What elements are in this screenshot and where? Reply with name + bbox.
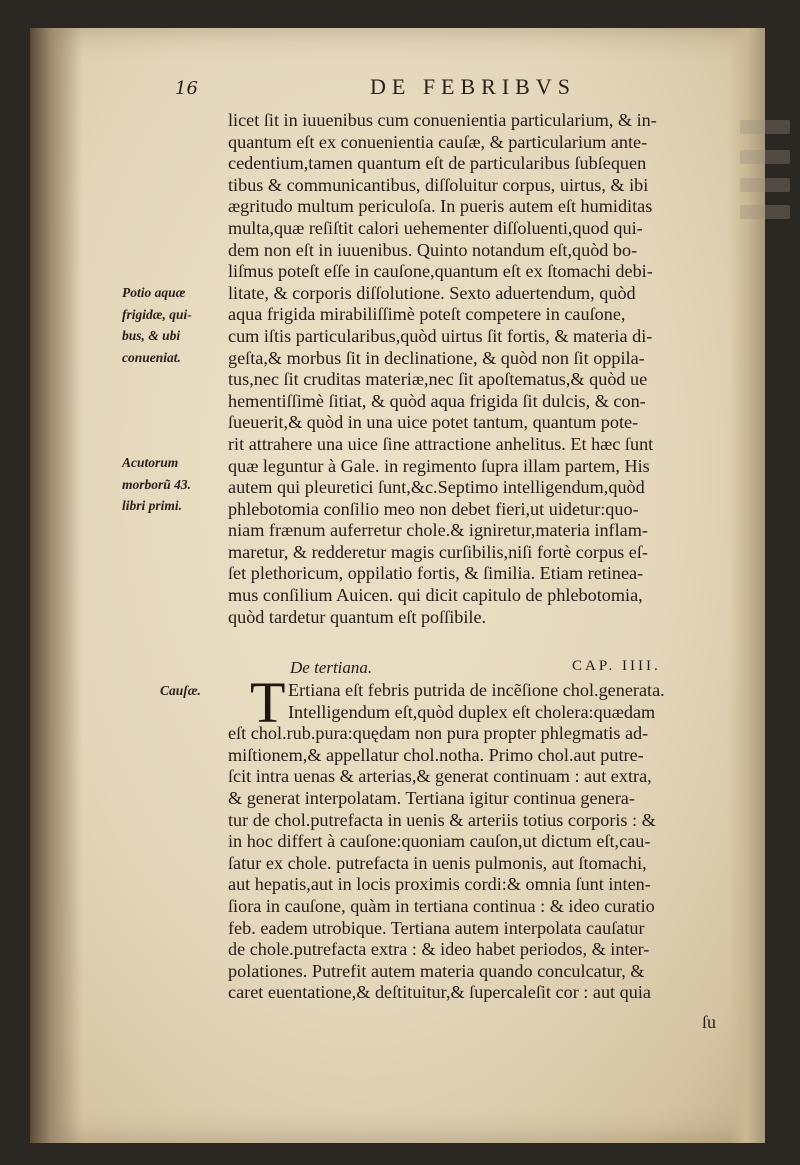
margin-note-acutorum [122,452,234,517]
text-line: caret euentatione,& deſtituitur,& ſupercaleſit cor : aut quia [228,982,651,1003]
text-line: multa,quæ reſiſtit calori uehementer diſſoluenti,quod qui- [228,217,643,238]
chapter-number: CAP. IIII. [572,658,661,674]
catchword: ſu [702,1012,717,1032]
margin-note-line: bus, & ubi [122,328,181,344]
section-title: De tertiana. [290,658,373,677]
text-line: polationes. Putrefit autem materia quando conculcatur, & [228,960,645,981]
text-line: quòd tardetur quantum eſt poſſibile. [228,606,487,627]
text-line: quæ leguntur à Gale. in regimento ſupra illam partem, His [228,455,650,476]
text-line: mus conſilium Auicen. qui dicit capitulo de phlebotomia, [228,585,643,606]
text-line: hementiſſimè ſitiat, & quòd aqua frigida ſit dulcis, & con- [228,390,646,411]
next-page-bleed [740,178,790,192]
text-line: litate, & corporis diſſolutione. Sexto aduertendum, quòd [228,282,636,303]
text-line: licet ſit in iuuenibus cum conuenientia particularium, & in- [228,110,657,130]
text-line: cum iſtis particularibus,quòd uirtus ſit fortis, & materia di- [228,325,653,346]
book-page [30,28,765,1143]
next-page-bleed [740,205,790,219]
text-line: ſueuerit,& quòd in una uice potet tantum, quantum pote- [228,412,639,433]
text-line: niam frænum auferretur chole.& igniretur,materia inflam- [228,520,648,541]
text-line: geſta,& morbus ſit in declinatione, & quòd non ſit oppila- [228,347,645,368]
text-line: aqua frigida mirabiliſſimè poteſt competere in cauſone, [228,304,626,325]
page-spine-shadow [30,28,82,1143]
text-line: ſet plethoricum, oppilatio fortis, & ſimilia. Etiam retinea- [228,563,644,584]
margin-note-line: libri primi. [122,498,183,514]
margin-note-line: frigidæ, qui- [122,306,192,322]
next-page-bleed [740,120,790,134]
text-line: Ertiana eſt febris putrida de incẽſione chol.generata. [288,680,665,700]
text-line: ſatur ex chole. putrefacta in uenis pulmonis, aut ſtomachi, [228,852,647,873]
margin-note-potio [122,282,234,368]
next-page-bleed [740,150,790,164]
section-body-text [228,670,748,1004]
text-line: dem non eſt in iuuenibus. Quinto notandum eſt,quòd bo- [228,239,638,260]
text-line: aut hepatis,aut in locis proximis cordi:& omnia ſunt inten- [228,874,651,895]
text-line: maretur, & redderetur magis curſibilis,niſi fortè corpus eſ- [228,541,648,562]
text-line: rit attrahere una uice ſine attractione anhelitus. Et hæc ſunt [228,433,654,454]
text-line: ſcit intra uenas & arterias,& generat continuam : aut extra, [228,766,652,787]
text-line: ſiora in cauſone, quàm in tertiana continua : & ideo curatio [228,895,655,916]
drop-cap: T [250,670,286,735]
text-line: tibus & communicantibus, diſſoluitur corpus, uirtus, & ibi [228,174,649,195]
text-line: phlebotomia conſilio meo non debet fieri,ut uidetur:quo- [228,498,639,519]
text-line: eſt chol.rub.pura:quędam non pura propter phlegmatis ad- [228,723,649,744]
text-line: & generat interpolatam. Tertiana igitur continua genera- [228,787,635,808]
margin-note-line: morborũ 43. [122,476,192,492]
margin-note-line: Acutorum [122,455,179,470]
text-line: de chole.putrefacta extra : & ideo habet periodos, & inter- [228,939,650,960]
text-line: autem qui pleuretici ſunt,&c.Septimo intelligendum,quòd [228,477,645,498]
running-title: DE FEBRIBVS [370,74,576,99]
page-number: 16 [175,78,198,99]
text-line: ægritudo multum periculoſa. In pueris autem eſt humiditas [228,196,653,217]
body-text [228,110,748,628]
text-line: cedentium,tamen quantum eſt de particularibus ſubſequen [228,153,647,174]
page-header [30,70,765,110]
text-line: tur de chol.putrefacta in uenis & arteriis totius corporis : & [228,809,656,830]
text-line: in hoc differt à cauſone:quoniam cauſon,ut dictum eſt,cau- [228,831,651,852]
text-line: feb. eadem utrobique. Tertiana autem interpolata cauſatur [228,917,645,938]
margin-note-line: Cauſæ. [160,683,201,698]
margin-note-line: Potio aquæ [122,285,186,300]
text-line: liſmus poteſt eſſe in cauſone,quantum eſt ex ſtomachi debi- [228,261,653,282]
text-line: Intelligendum eſt,quòd duplex eſt cholera:quædam [288,701,656,722]
text-line: tus,nec ſit cruditas materiæ,nec ſit apoſtematus,& quòd ue [228,369,648,390]
text-line: miſtionem,& appellatur chol.notha. Primo chol.aut putre- [228,744,644,765]
text-line: quantum eſt ex conuenientia cauſæ, & particularium ante- [228,131,648,152]
margin-note-line: conueniat. [122,349,181,365]
section-heading [290,658,750,680]
